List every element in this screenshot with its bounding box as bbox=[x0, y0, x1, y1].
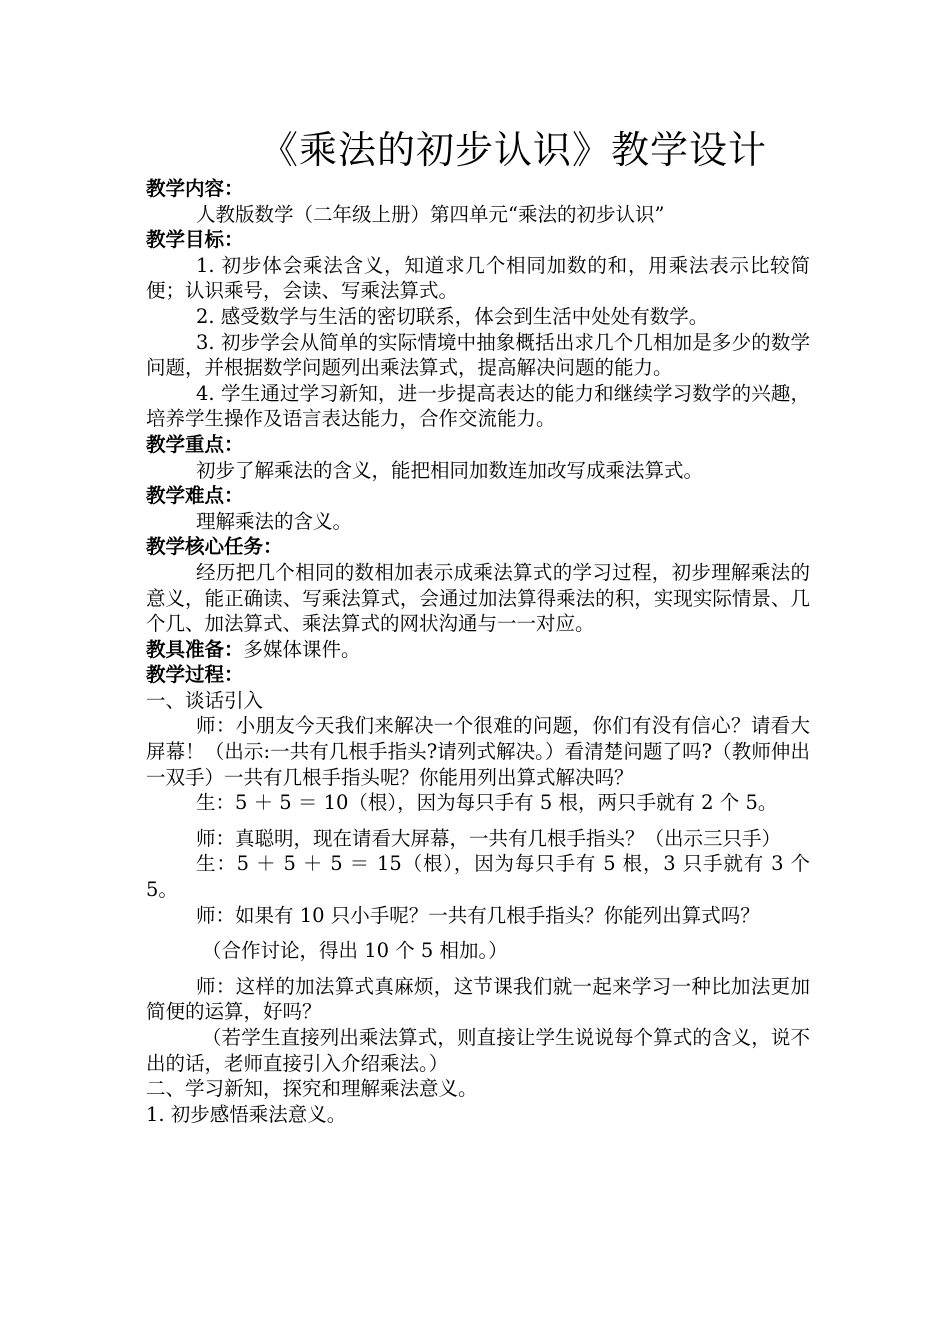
dialogue-paragraph: 生：5 ＋ 5 ＝ 10（根），因为每只手有 5 根，两只手就有 2 个 5。 bbox=[196, 791, 778, 815]
key-heading: 教学重点： bbox=[146, 432, 244, 456]
subsection-heading: 1. 初步感悟乘法意义。 bbox=[146, 1102, 347, 1126]
content-heading: 教学内容： bbox=[146, 177, 244, 200]
goal-item: 4. 学生通过学习新知，进一步提高表达的能力和继续学习数学的兴趣，培养学生操作及语言表达能力，合作交流能力。 bbox=[146, 381, 810, 431]
key-text: 初步了解乘法的含义，能把相同加数连加改写成乘法算式。 bbox=[196, 458, 704, 482]
content-text: 人教版数学（二年级上册）第四单元“乘法的初步认识” bbox=[196, 202, 665, 226]
core-text: 经历把几个相同的数相加表示成乘法算式的学习过程，初步理解乘法的意义，能正确读、写乘法算式，会通过加法算得乘法的积，实现实际情景、几个几、加法算式、乘法算式的网状沟通与一一对应。 bbox=[146, 560, 810, 636]
tools-text: 多媒体课件。 bbox=[243, 637, 361, 661]
difficulty-heading: 教学难点： bbox=[146, 484, 244, 508]
tools-line bbox=[146, 637, 810, 663]
process-heading: 教学过程： bbox=[146, 663, 244, 687]
goal-item: 1. 初步体会乘法含义，知道求几个相同加数的和，用乘法表示比较简便；认识乘号，会读、写乘法算式。 bbox=[146, 253, 810, 303]
dialogue-paragraph: 师：如果有 10 只小手呢？一共有几根手指头？你能列出算式吗？ bbox=[196, 903, 760, 927]
tools-heading: 教具准备： bbox=[146, 637, 244, 661]
section-heading: 一、谈话引入 bbox=[146, 688, 264, 712]
core-heading: 教学核心任务： bbox=[146, 535, 283, 559]
dialogue-paragraph: （若学生直接列出乘法算式，则直接让学生说说每个算式的含义，说不出的话，老师直接引入介绍乘法。） bbox=[146, 1026, 810, 1075]
document-title: 《乘法的初步认识》教学设计 bbox=[260, 128, 768, 172]
goal-item: 2. 感受数学与生活的密切联系，体会到生活中处处有数学。 bbox=[196, 304, 709, 328]
dialogue-paragraph: 师：真聪明，现在请看大屏幕，一共有几根手指头？（出示三只手） bbox=[196, 826, 782, 850]
document-body bbox=[146, 176, 810, 1127]
dialogue-paragraph: 生：5 ＋ 5 ＋ 5 ＝ 15（根），因为每只手有 5 根，3 只手就有 3 个 5。 bbox=[146, 852, 810, 902]
dialogue-paragraph: （合作讨论，得出 10 个 5 相加。） bbox=[202, 939, 508, 963]
dialogue-paragraph: 师：这样的加法算式真麻烦，这节课我们就一起来学习一种比加法更加简便的运算，好吗？ bbox=[146, 974, 810, 1024]
dialogue-paragraph: 师：小朋友今天我们来解决一个很难的问题，你们有没有信心？请看大屏幕！（出示:一共有几根手指头?请列式解决。）看清楚问题了吗?（教师伸出一双手）一共有几根手指头呢？你能用列出算式解决吗？ bbox=[146, 714, 810, 789]
difficulty-text: 理解乘法的含义。 bbox=[196, 509, 353, 533]
section-heading: 二、学习新知，探究和理解乘法意义。 bbox=[146, 1077, 478, 1101]
goals-heading: 教学目标： bbox=[146, 228, 244, 252]
goal-item: 3. 初步学会从简单的实际情境中抽象概括出求几个几相加是多少的数学问题，并根据数学问题列出乘法算式，提高解决问题的能力。 bbox=[146, 330, 810, 380]
